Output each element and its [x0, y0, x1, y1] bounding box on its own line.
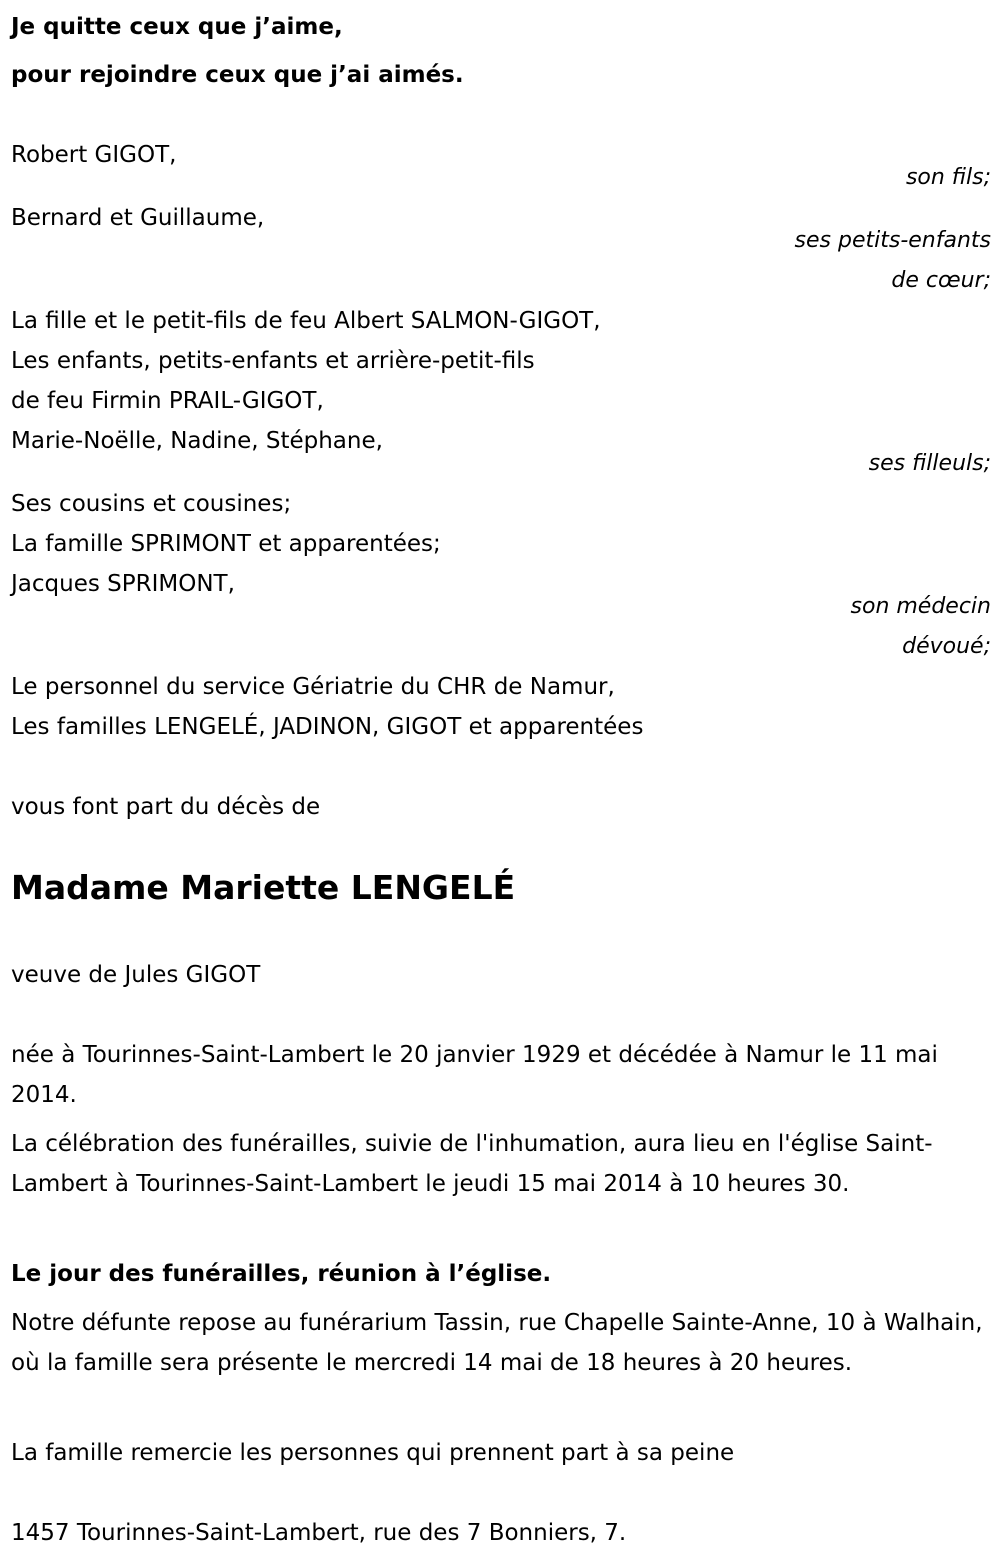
grandchildren-names: Bernard et Guillaume,	[11, 205, 265, 231]
doctor-role-2: dévoué;	[902, 634, 991, 659]
epigraph-line-1: Je quitte ceux que j’aime,	[11, 14, 343, 40]
ceremony-details: La célébration des funérailles, suivie de l'inhumation, aura lieu en l'église Saint-Lambert à Tourinnes-Saint-Lambert le jeudi 15 mai 2014 à 10 heures 30.	[11, 1131, 933, 1197]
doctor-role-1: son médecin	[850, 594, 991, 619]
birth-death: née à Tourinnes-Saint-Lambert le 20 janvier 1929 et décédée à Namur le 11 mai 2014.	[11, 1042, 938, 1108]
son-name: Robert GIGOT,	[11, 142, 177, 168]
families-line: Les familles LENGELÉ, JADINON, GIGOT et apparentées	[11, 714, 644, 740]
others-line: La famille SPRIMONT et apparentées;	[11, 531, 441, 557]
relatives-line: de feu Firmin PRAIL-GIGOT,	[11, 388, 324, 414]
announcement: vous font part du décès de	[11, 794, 321, 820]
widow-of: veuve de Jules GIGOT	[11, 962, 261, 988]
staff-line: Le personnel du service Gériatrie du CHR de Namur,	[11, 674, 615, 700]
grandchildren-role-1: ses petits-enfants	[794, 228, 991, 253]
godchildren-names: Marie-Noëlle, Nadine, Stéphane,	[11, 428, 383, 454]
relatives-line: La fille et le petit-fils de feu Albert SALMON-GIGOT,	[11, 308, 601, 334]
others-line: Ses cousins et cousines;	[11, 491, 292, 517]
viewing-details: Notre défunte repose au funérarium Tassin, rue Chapelle Sainte-Anne, 10 à Walhain, où la famille sera présente le mercredi 14 mai de 18 heures à 20 heures.	[11, 1310, 983, 1376]
meeting-note: Le jour des funérailles, réunion à l’église.	[11, 1261, 552, 1287]
deceased-name: Madame Mariette LENGELÉ	[11, 868, 516, 907]
godchildren-role: ses filleuls;	[868, 451, 991, 476]
thanks-note: La famille remercie les personnes qui prennent part à sa peine	[11, 1440, 735, 1466]
doctor-name: Jacques SPRIMONT,	[11, 571, 235, 597]
relatives-line: Les enfants, petits-enfants et arrière-petit-fils	[11, 348, 535, 374]
home-address: 1457 Tourinnes-Saint-Lambert, rue des 7 Bonniers, 7.	[11, 1520, 627, 1546]
epigraph-line-2: pour rejoindre ceux que j’ai aimés.	[11, 62, 464, 88]
son-role: son fils;	[905, 165, 991, 190]
grandchildren-role-2: de cœur;	[891, 268, 991, 293]
